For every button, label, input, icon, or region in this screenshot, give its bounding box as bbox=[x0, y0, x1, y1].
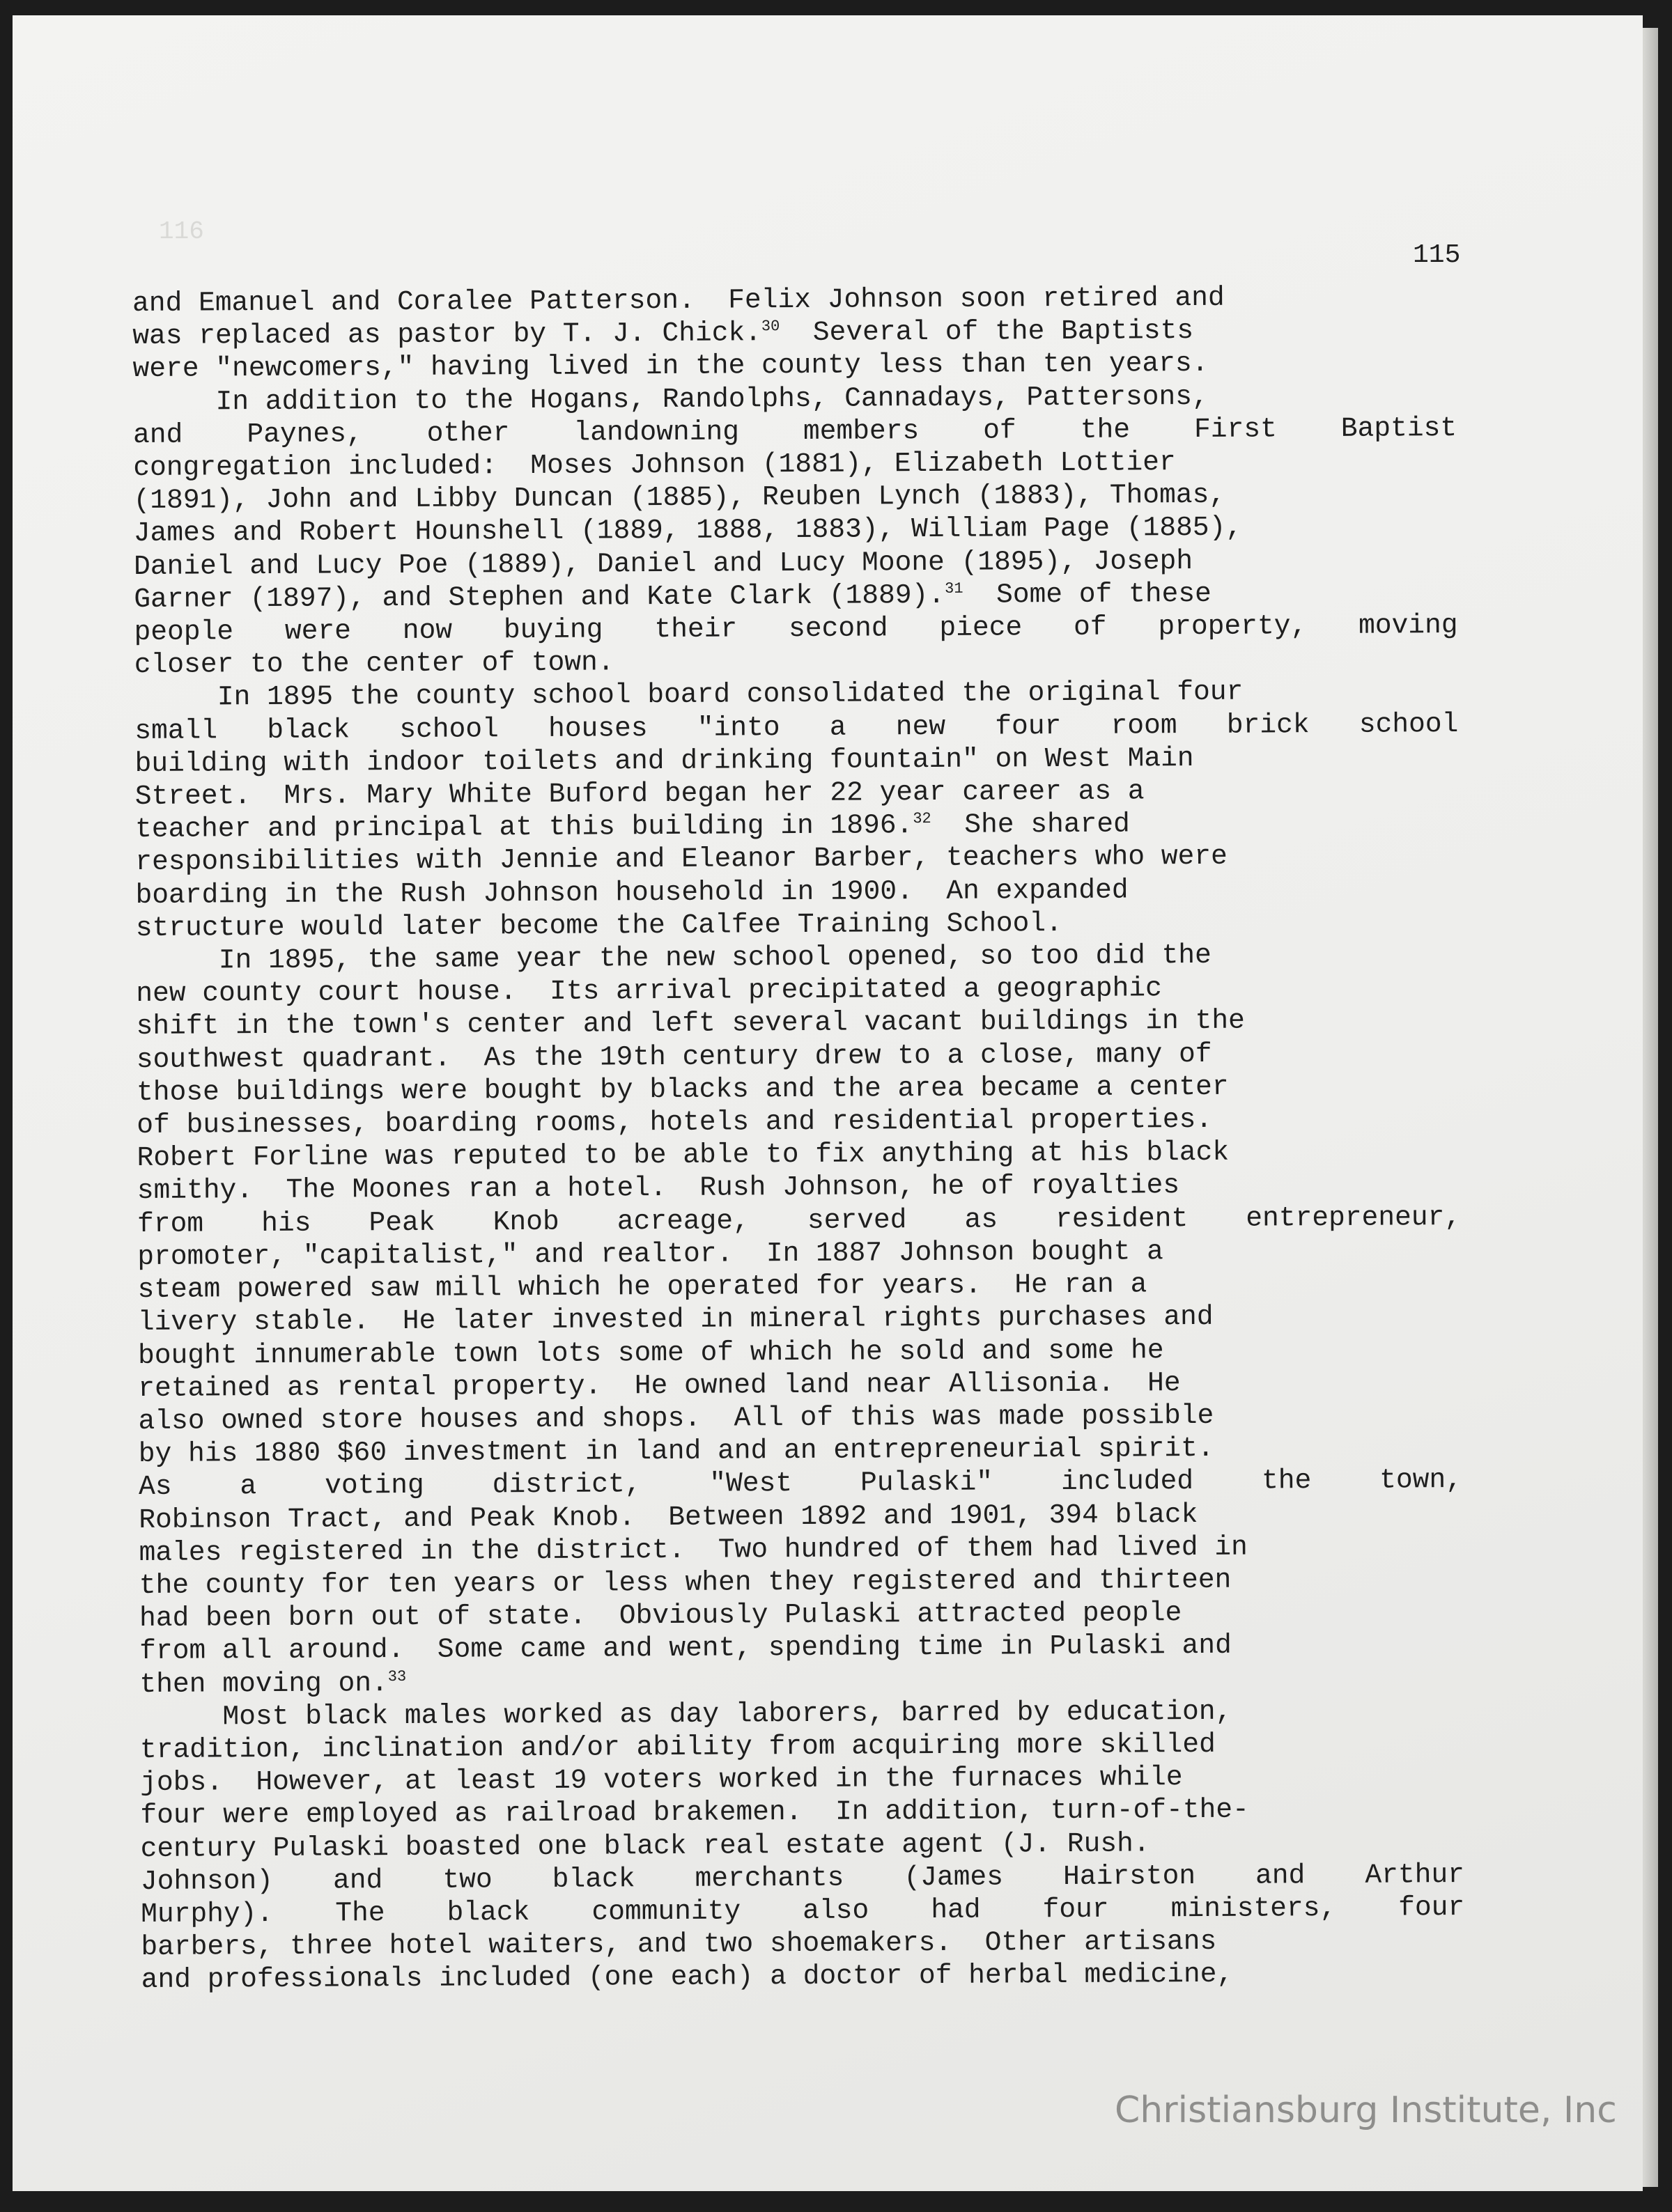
text-line: and Emanuel and Coralee Patterson. Felix Johnson soon retired and bbox=[132, 281, 1225, 319]
footnote-ref: 32 bbox=[913, 810, 931, 828]
text-line: James and Robert Hounshell (1889, 1888, 1883), William Page (1885), bbox=[133, 512, 1243, 550]
text-line: responsibilities with Jennie and Eleanor Barber, teachers who were bbox=[135, 841, 1228, 878]
text-line: Most black males worked as day laborers, barred by education, bbox=[139, 1695, 1232, 1733]
text-line: Street. Mrs. Mary White Buford began her 22 year career as a bbox=[134, 775, 1145, 813]
text-line: of businesses, boarding rooms, hotels and residential properties. bbox=[137, 1103, 1213, 1142]
text-line: steam powered saw mill which he operated for years. He ran a bbox=[137, 1268, 1147, 1306]
text-line: promoter, "capitalist," and realtor. In 1887 Johnson bought a bbox=[137, 1236, 1163, 1272]
text-line: smithy. The Moones ran a hotel. Rush Johnson, he of royalties bbox=[137, 1169, 1180, 1207]
text-line: and Paynes, other landowning members of the First Baptist bbox=[132, 412, 1457, 451]
text-line: small black school houses "into a new four room brick school bbox=[134, 708, 1459, 747]
text-line: closer to the center of town. bbox=[134, 646, 614, 681]
text-line: jobs. However, at least 19 voters worked in the furnaces while bbox=[140, 1761, 1183, 1799]
text-line: Murphy). The black community also had four ministers, four bbox=[141, 1891, 1465, 1930]
text-line: retained as rental property. He owned land near Allisonia. He bbox=[138, 1366, 1181, 1404]
text-line: Johnson) and two black merchants (James Hairston and Arthur bbox=[140, 1858, 1465, 1897]
page-number: 115 bbox=[1413, 240, 1461, 270]
text-line: Garner (1897), and Stephen and Kate Clark (1889).$^{31}$ Some of these bbox=[134, 577, 1212, 615]
text-line: bought innumerable town lots some of which he sold and some he bbox=[137, 1334, 1164, 1371]
text-line: four were employed as railroad brakemen. In addition, turn-of-the- bbox=[140, 1793, 1249, 1832]
watermark: Christiansburg Institute, Inc bbox=[1115, 2089, 1617, 2131]
text-line: teacher and principal at this building in 1896.32 She shared bbox=[134, 808, 1130, 846]
text-line: the county for ten years or less when they registered and thirteen bbox=[139, 1564, 1232, 1601]
text-line: livery stable. He later invested in mineral rights purchases and bbox=[137, 1301, 1214, 1339]
text-line: from his Peak Knob acreage, served as resident entrepreneur, bbox=[137, 1201, 1462, 1240]
text-line: and professionals included (one each) a doctor of herbal medicine, bbox=[141, 1958, 1234, 1996]
footnote-ref: 33 bbox=[387, 1667, 407, 1685]
text-line: those buildings were bought by blacks and the area became a center bbox=[136, 1070, 1229, 1108]
text-line: In 1895, the same year the new school opened, so too did the bbox=[135, 939, 1212, 977]
text-line: century Pulaski boasted one black real estate agent (J. Rush. bbox=[140, 1827, 1150, 1864]
text-line: Robert Forline was reputed to be able to fix anything at his black bbox=[137, 1137, 1230, 1174]
text-line: In 1895 the county school board consolidated the original four bbox=[134, 676, 1244, 714]
text-line: had been born out of state. Obviously Pulaski attracted people bbox=[139, 1597, 1182, 1635]
text-line: new county court house. Its arrival precipitated a geographic bbox=[136, 972, 1162, 1010]
text-line: boarding in the Rush Johnson household in 1900. An expanded bbox=[135, 874, 1129, 911]
footnote-ref: 31 bbox=[945, 579, 963, 598]
text-line: were "newcomers," having lived in the county less than ten years. bbox=[132, 348, 1209, 385]
text-line: As a voting district, "West Pulaski" included the town, bbox=[138, 1464, 1463, 1503]
text-line: structure would later become the Calfee Training School. bbox=[135, 907, 1062, 944]
text-line: males registered in the district. Two hundred of them had lived in bbox=[139, 1531, 1248, 1568]
text-line: congregation included: Moses Johnson (1881), Elizabeth Lottier bbox=[133, 446, 1176, 484]
text-line: then moving on.$^{33}$ bbox=[139, 1667, 407, 1700]
text-line: tradition, inclination and/or ability from acquiring more skilled bbox=[139, 1728, 1216, 1766]
text-line: from all around. Some came and went, spending time in Pulaski and bbox=[139, 1630, 1232, 1667]
text-line: by his 1880 $60 investment in land and an entrepreneurial spirit. bbox=[138, 1433, 1214, 1470]
text-line: building with indoor toilets and drinking fountain" on West Main bbox=[134, 742, 1194, 779]
text-line: southwest quadrant. As the 19th century drew to a close, many of bbox=[136, 1038, 1212, 1075]
text-line: shift in the town's center and left several vacant buildings in the bbox=[136, 1005, 1245, 1043]
text-line: barbers, three hotel waiters, and two shoemakers. Other artisans bbox=[141, 1926, 1217, 1963]
body-text bbox=[132, 280, 1465, 1996]
footnote-ref: 30 bbox=[761, 318, 780, 336]
text-line: was replaced as pastor by T. J. Chick.$^{30}$ Several of the Baptists bbox=[132, 315, 1194, 352]
text-line: Daniel and Lucy Poe (1889), Daniel and Lucy Moone (1895), Joseph bbox=[133, 545, 1193, 582]
text-line: people were now buying their second piece of property, moving bbox=[134, 609, 1458, 648]
text-line: also owned store houses and shops. All of this was made possible bbox=[138, 1399, 1214, 1437]
text-line: (1891), John and Libby Duncan (1885), Reuben Lynch (1883), Thomas, bbox=[133, 479, 1226, 517]
bleed-through-page-number: 116 bbox=[159, 217, 204, 246]
text-line: In addition to the Hogans, Randolphs, Cannadays, Pattersons, bbox=[132, 380, 1209, 418]
text-line: Robinson Tract, and Peak Knob. Between 1892 and 1901, 394 black bbox=[139, 1498, 1198, 1536]
